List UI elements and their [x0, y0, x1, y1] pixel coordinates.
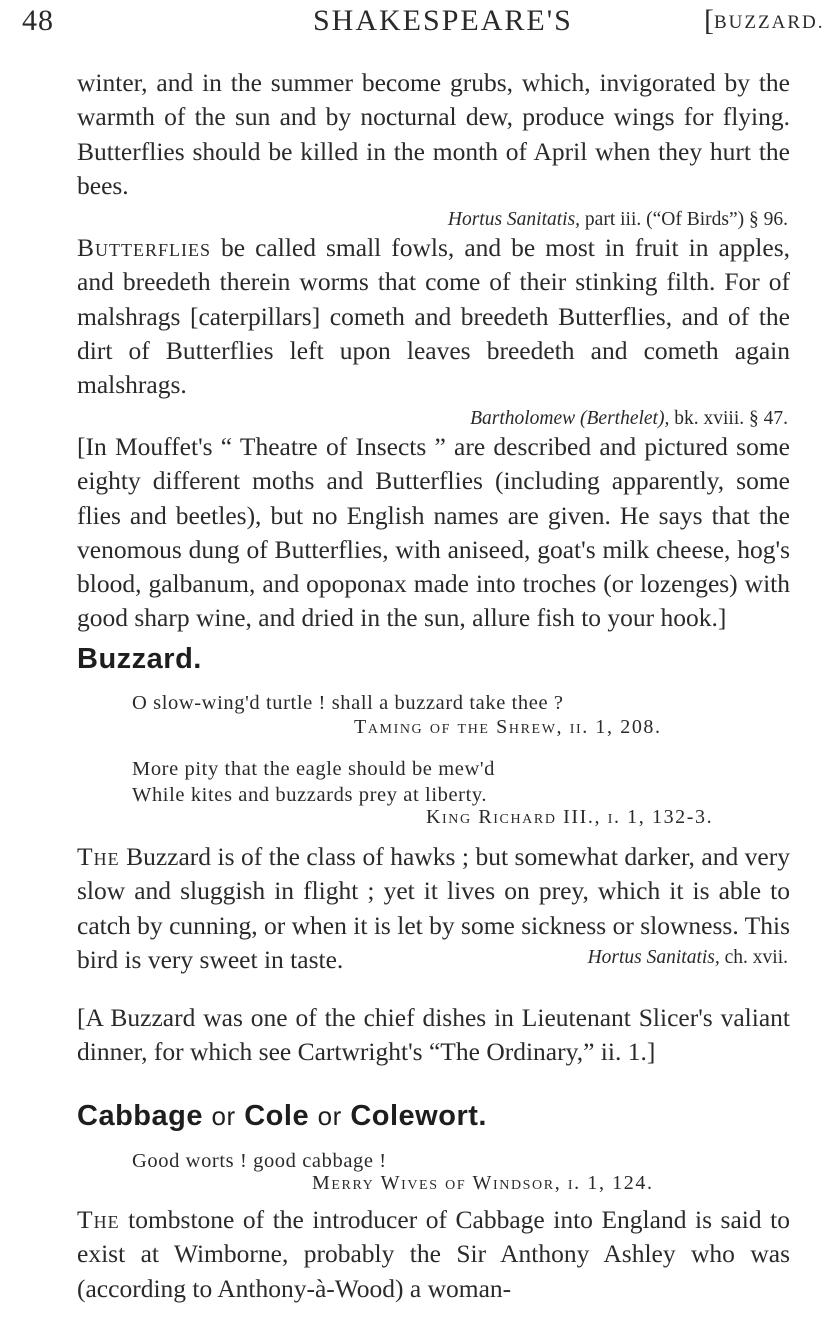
- butterfly-paragraph-1: winter, and in the summer become grubs, which, invigorated by the warmth of the sun and by nocturnal dew, produce wings for flying. Butterflies should be killed in the month of April when they hurt the bees.: [77, 68, 790, 200]
- citation-ref: bk. xviii. § 47.: [674, 408, 788, 430]
- citation-ref: part iii. (“Of Birds”) § 96.: [584, 209, 788, 231]
- buzzard-paragraph-2: [A Buzzard was one of the chief dishes in Lieutenant Slicer's valiant dinner, for which see Cartwright's “The Ordinary,” ii. 1.]: [77, 1003, 790, 1067]
- butterfly-paragraph-3: [In Mouffet's “ Theatre of Insects ” are described and pictured some eighty different moths and Butterflies (including apparently, some flies and beetles), but no English names are given. He says that the venomous dung of Butterflies, with aniseed, goat's milk cheese, hog's blood, galbanum, and opoponax made into troches (or lozenges) with good sharp wine, and dried in the sun, allure fish to your hook.]: [77, 432, 790, 633]
- paragraph-lead: The: [77, 842, 120, 871]
- heading-word: Cabbage: [77, 1100, 203, 1132]
- citation-title: Hortus Sanitatis,: [447, 209, 581, 231]
- buzzard-quote-1: O slow-wing'd turtle ! shall a buzzard take thee ?: [132, 692, 564, 714]
- running-head: BUZZARD.: [714, 12, 824, 33]
- citation-title: Bartholomew (Berthelet),: [470, 408, 670, 430]
- buzzard-section: [77, 840, 790, 974]
- butterfly-section-2: [77, 231, 790, 430]
- buzzard-quote-2-line-2: While kites and buzzards prey at liberty.: [132, 784, 488, 806]
- buzzard-quote-2-source: King Richard III., i. 1, 132-3.: [426, 806, 714, 828]
- buzzard-heading: Buzzard.: [77, 643, 202, 675]
- paragraph-text: tombstone of the introducer of Cabbage into England is said to exist at Wimborne, probably the Sir Anthony Ashley who was (according to Anthony-à-Wood) a woman-: [77, 1205, 791, 1303]
- cabbage-quote: Good worts ! good cabbage !: [132, 1150, 387, 1172]
- butterfly-section-3: [77, 430, 790, 636]
- paragraph-text: Buzzard is of the class of hawks ; but somewhat darker, and very slow and sluggish in flight ; yet it lives on prey, which it is able to catch by cunning, or when it is let by some sickness or slowness. This bird is very sweet in taste.: [77, 842, 790, 974]
- running-head-bracket: [: [704, 4, 715, 37]
- cabbage-heading: [77, 1100, 487, 1133]
- butterfly-citation-1: [77, 209, 788, 231]
- page-number: 48: [22, 4, 54, 37]
- buzzard-quote-2-line-1: More pity that the eagle should be mew'd: [132, 758, 496, 780]
- butterfly-citation-2: [77, 408, 788, 430]
- paragraph-lead: Butterflies: [77, 233, 212, 262]
- page-title: SHAKESPEARE'S: [313, 4, 573, 37]
- heading-word: Cole: [244, 1100, 310, 1132]
- cabbage-quote-source: Merry Wives of Windsor, i. 1, 124.: [312, 1172, 654, 1194]
- butterfly-section: [77, 66, 790, 231]
- buzzard-quote-1-source: Taming of the Shrew, ii. 1, 208.: [354, 716, 662, 738]
- heading-or: or: [317, 1101, 342, 1131]
- paragraph-text: be called small fowls, and be most in fruit in apples, and breedeth therein worms that come of their stinking filth. For of malshrags [caterpillars] cometh and breedeth Butterflies, and of the dirt of Butterflies left upon leaves breedeth and cometh again malshrags.: [77, 233, 790, 400]
- cabbage-paragraph-1: [77, 1203, 790, 1306]
- heading-word: Colewort.: [350, 1100, 487, 1132]
- citation-title: Hortus Sanitatis,: [587, 947, 720, 969]
- paragraph-lead: The: [77, 1205, 120, 1234]
- cabbage-section: [77, 1203, 790, 1306]
- buzzard-section-2: [77, 1001, 790, 1070]
- heading-or: or: [211, 1101, 236, 1131]
- butterfly-paragraph-2: [77, 231, 790, 402]
- citation-ref: ch. xvii.: [724, 947, 788, 969]
